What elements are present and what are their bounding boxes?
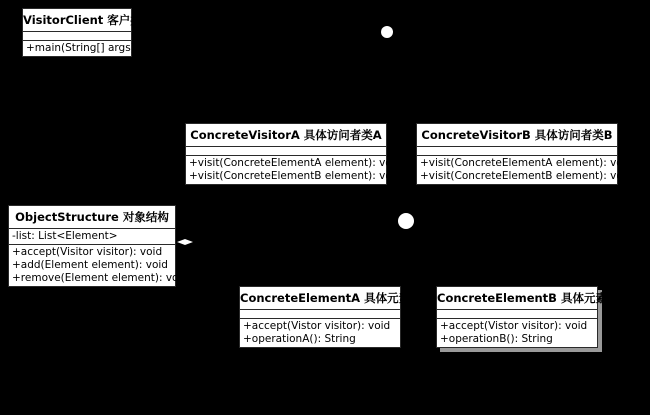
operations-section <box>240 319 400 347</box>
operation: +accept(Vistor visitor): void <box>243 320 391 332</box>
operations-section <box>417 156 633 184</box>
attributes-section <box>417 147 617 156</box>
class-name: ConcreteVisitorA 具体访问者类A <box>186 124 386 147</box>
attributes-section <box>23 32 131 41</box>
operation: +accept(Visitor visitor): void <box>12 246 163 258</box>
operation: +add(Element element): void <box>12 259 168 271</box>
operations-section <box>23 41 135 56</box>
operations-section <box>9 245 189 286</box>
class-name: VisitorClient 客户类 <box>23 9 131 32</box>
operation: +accept(Vistor visitor): void <box>440 320 588 332</box>
aggregation-diamond <box>177 239 193 245</box>
class-name: ConcreteElementB 具体元素B <box>437 287 597 310</box>
operation: +operationB(): String <box>440 333 553 345</box>
operations-section <box>186 156 402 184</box>
visitor-hierarchy-node <box>381 26 393 38</box>
attributes-section <box>9 229 175 245</box>
class-concrete-element-b[interactable] <box>436 286 616 348</box>
class-concrete-visitor-b[interactable] <box>416 123 633 185</box>
operation: +operationA(): String <box>243 333 356 345</box>
class-name: ObjectStructure 对象结构 <box>9 206 175 229</box>
class-name: ConcreteElementA 具体元素A <box>240 287 400 310</box>
class-visitor-client[interactable] <box>22 8 142 57</box>
attributes-section <box>186 147 386 156</box>
operation: +visit(ConcreteElementA element): void <box>420 157 633 169</box>
operation: +visit(ConcreteElementA element): void <box>189 157 402 169</box>
operations-section <box>437 319 597 347</box>
operation: +visit(ConcreteElementB element): void <box>420 170 633 182</box>
class-name: ConcreteVisitorB 具体访问者类B <box>417 124 617 147</box>
class-concrete-element-a[interactable] <box>239 286 419 348</box>
attributes-section <box>240 310 400 319</box>
element-hierarchy-node <box>398 213 414 229</box>
operation: +main(String[] args) <box>26 42 135 54</box>
class-object-structure[interactable] <box>8 205 189 287</box>
attributes-section <box>437 310 597 319</box>
class-concrete-visitor-a[interactable] <box>185 123 402 185</box>
operation: +remove(Element element): void <box>12 272 189 284</box>
attribute: -list: List<Element> <box>12 230 118 242</box>
operation: +visit(ConcreteElementB element): void <box>189 170 402 182</box>
